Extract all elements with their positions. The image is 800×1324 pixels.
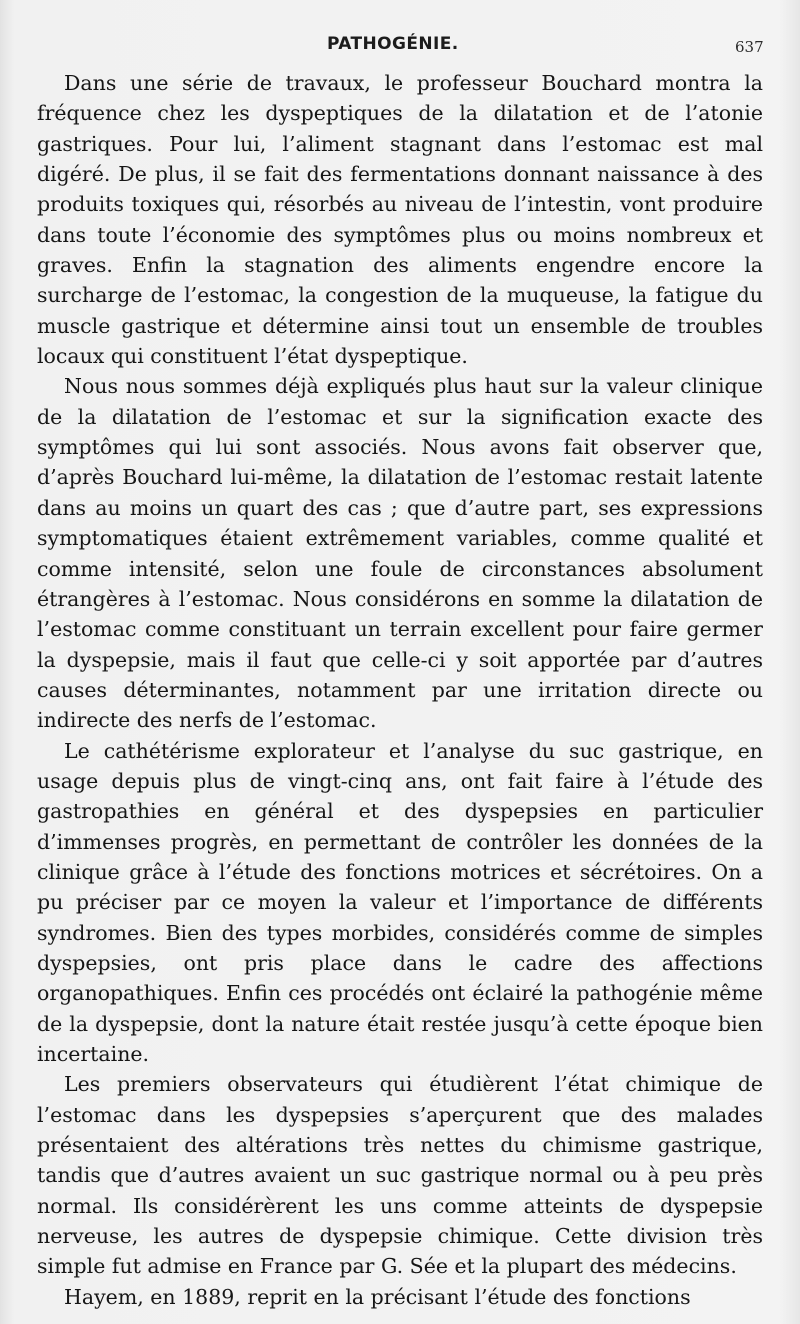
running-head (0, 34, 800, 58)
paragraph-dilatation: Nous nous sommes déjà expliqués plus haut sur la valeur clinique de la dilatation de l’estomac et sur la signification exacte des symptômes qui lui sont associés. Nous avons fait observer que, d’après Bouchard lui-même, la dilatation de l’estomac restait latente dans au moins un quart des cas ; que d’autre part, ses expressions symptomatiques étaient extrêmement variables, comme qualité et comme intensité, selon une foule de circonstances absolument étrangères à l’estomac. Nous considérons en somme la dilatation de l’estomac comme constituant un terrain excellent pour faire germer la dyspepsie, mais il faut que celle-ci y soit apportée par d’autres causes déterminantes, notamment par une irritation directe ou indirecte des nerfs de l’estomac. (37, 374, 763, 733)
running-head-title: PATHOGÉNIE. (327, 34, 459, 54)
page-number: 637 (735, 38, 764, 56)
paragraph-hayem: Hayem, en 1889, reprit en la précisant l’étude des fonctions (64, 1284, 691, 1309)
paragraph-premiers-observateurs: Les premiers observateurs qui étudièrent l’état chimique de l’estomac dans les dyspepsies s’aperçurent que des malades présentaient des altérations très nettes du chimisme gastrique, tandis que d’autres avaient un suc gastrique normal ou à peu près normal. Ils considérèrent les uns comme atteints de dyspepsie nerveuse, les autres de dyspepsie chimique. Cette division très simple fut admise en France par G. Sée et la plupart des médecins. (37, 1072, 763, 1279)
paragraph-bouchard: Dans une série de travaux, le professeur Bouchard montra la fréquence chez les dyspeptiques de la dilatation et de l’atonie gastriques. Pour lui, l’aliment stagnant dans l’estomac est mal digéré. De plus, il se fait des fermentations donnant naissance à des produits toxiques qui, résorbés au niveau de l’intestin, vont produire dans toute l’économie des symptômes plus ou moins nombreux et graves. Enfin la stagnation des aliments engendre encore la surcharge de l’estomac, la congestion de la muqueuse, la fatigue du muscle gastrique et détermine ainsi tout un ensemble de troubles locaux qui constituent l’état dyspeptique. (37, 71, 763, 369)
body-text (37, 68, 763, 1312)
paragraph-catheterisme: Le cathétérisme explorateur et l’analyse du suc gastrique, en usage depuis plus de vingt-cinq ans, ont fait faire à l’étude des gastropathies en général et des dyspepsies en particulier d’immenses progrès, en permettant de contrôler les données de la clinique grâce à l’étude des fonctions motrices et sécrétoires. On a pu préciser par ce moyen la valeur et l’importance de différents syndromes. Bien des types morbides, considérés comme de simples dyspepsies, ont pris place dans le cadre des affections organopathiques. Enfin ces procédés ont éclairé la pathogénie même de la dyspepsie, dont la nature était restée jusqu’à cette époque bien incertaine. (37, 738, 763, 1066)
